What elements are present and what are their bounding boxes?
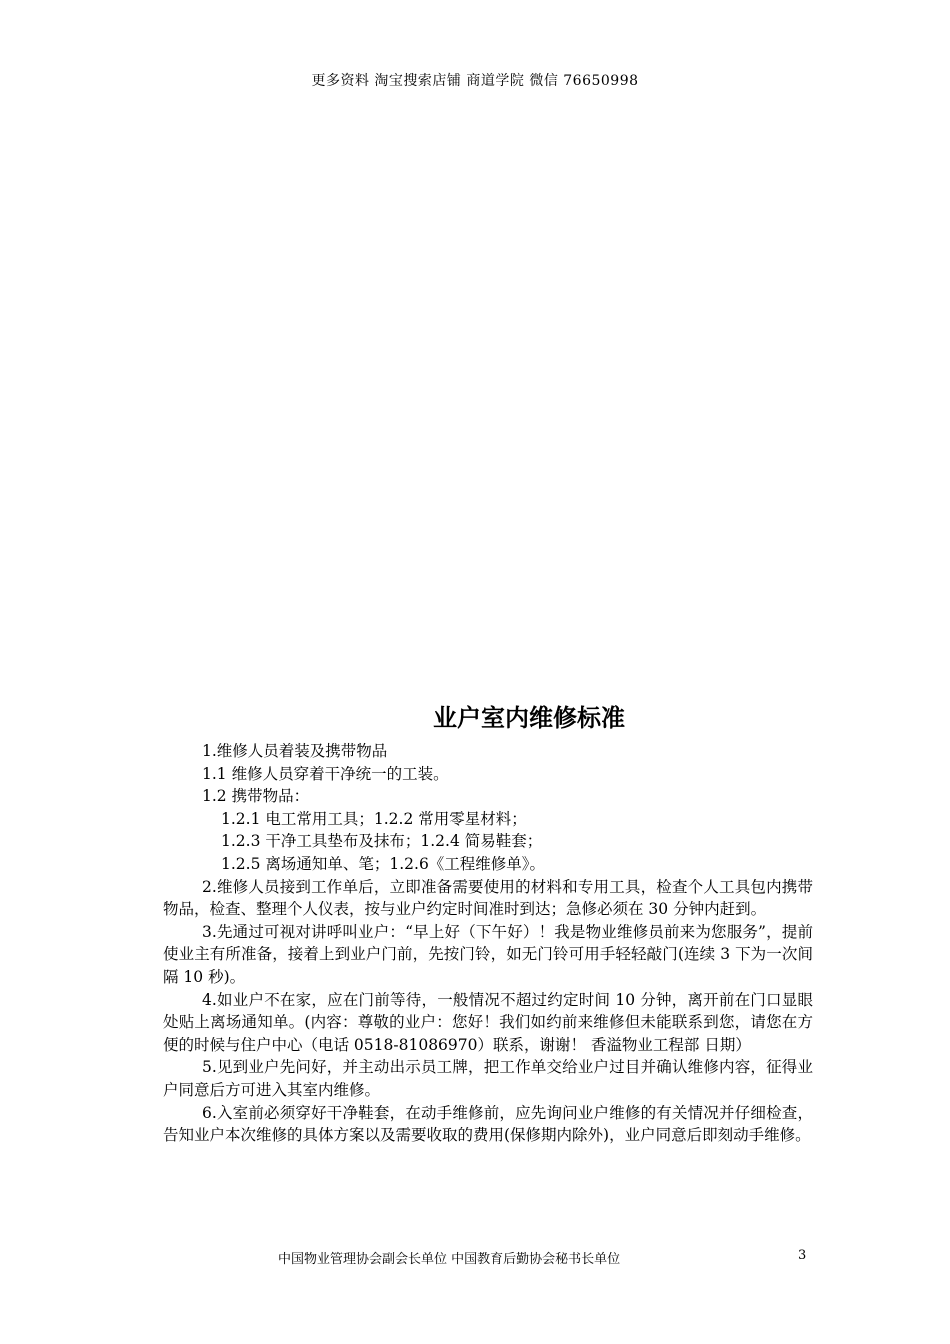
list-item: 1.2.3 干净工具垫布及抹布；1.2.4 简易鞋套； bbox=[221, 832, 543, 851]
page-header: 更多资料 淘宝搜索店铺 商道学院 微信 76650998 bbox=[311, 73, 639, 89]
paragraph: 2.维修人员接到工作单后，立即准备需要使用的材料和专用工具，检查个人工具包内携带物品，检查、整理个人仪表，按与业户约定时间准时到达；急修必须在 30 分钟内赶到。 bbox=[163, 877, 813, 919]
paragraph: 6.入室前必须穿好干净鞋套，在动手维修前，应先询问业户维修的有关情况并仔细检查，告知业户本次维修的具体方案以及需要收取的费用(保修期内除外)，业户同意后即刻动手维修。 bbox=[163, 1103, 813, 1145]
section-heading: 1.维修人员着装及携带物品 bbox=[202, 742, 388, 760]
list-item: 1.2.5 离场通知单、笔；1.2.6《工程维修单》。 bbox=[221, 854, 546, 873]
footer-organizations: 中国物业管理协会副会长单位 中国教育后勤协会秘书长单位 bbox=[278, 1252, 621, 1267]
paragraph: 5.见到业户先问好，并主动出示员工牌，把工作单交给业户过目并确认维修内容，征得业户同意后方可进入其室内维修。 bbox=[163, 1058, 813, 1099]
paragraph: 1.2 携带物品： bbox=[202, 787, 310, 806]
page-number: 3 bbox=[798, 1248, 807, 1263]
paragraph: 3.先通过可视对讲呼叫业户：“早上好（下午好）！我是物业维修员前来为您服务”，提前使业主有所准备，接着上到业户门前，先按门铃，如无门铃可用手轻轻敲门(连续 3 下为一次间隔 10 秒)。 bbox=[163, 922, 813, 986]
paragraph: 1.1 维修人员穿着干净统一的工装。 bbox=[202, 764, 449, 783]
document-title: 业户室内维修标准 bbox=[433, 704, 625, 732]
paragraph: 4.如业户不在家，应在门前等待，一般情况不超过约定时间 10 分钟，离开前在门口显眼处贴上离场通知单。(内容：尊敬的业户：您好！我们如约前来维修但未能联系到您，请您在方便的时候与住户中心（电话 0518-81086970）联系，谢谢！ 香溢物业工程部 日期） bbox=[163, 990, 813, 1054]
document-body bbox=[163, 740, 813, 1147]
list-item: 1.2.1 电工常用工具；1.2.2 常用零星材料； bbox=[221, 809, 527, 828]
